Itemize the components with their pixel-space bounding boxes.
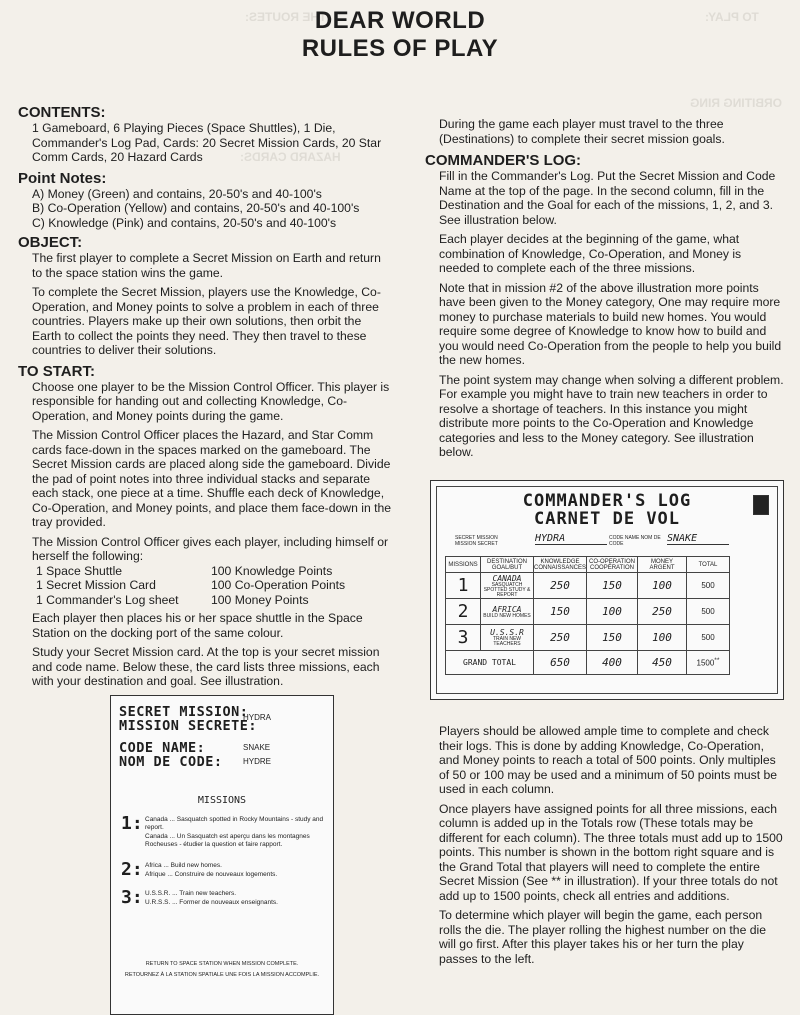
mission-text: Canada ... Sasquatch spotted in Rocky Mountains - study and report. <box>145 816 324 831</box>
knowledge-points: 250 <box>534 625 587 651</box>
log-paragraph: Each player decides at the beginning of the game, what combination of Knowledge, Co-Operation, and Money is needed to complete each of the three missions. <box>439 232 742 275</box>
mission-number: 2 <box>446 599 481 625</box>
to-start-heading: TO START: <box>18 362 95 380</box>
row-total: 500 <box>687 573 730 599</box>
knowledge-points: 250 <box>534 573 587 599</box>
money-points: 250 <box>638 599 687 625</box>
goal: BUILD NEW HOMES <box>483 612 531 619</box>
knowledge-points: 150 <box>534 599 587 625</box>
object-paragraph: To complete the Secret Mission, players use the Knowledge, Co-Operation, and Money points to solve a problem in each of three countries. Players make up their own solutions, then orbit the Earth to collect the points they need. They then travel to these countries to deliver their solutions. <box>32 285 381 357</box>
mission-number: 1: <box>121 813 143 834</box>
bleed-text: HAZARD CARDS: <box>240 150 341 164</box>
destination: CANADA <box>492 573 522 583</box>
column-header: DESTINATION GOAL/BUT <box>481 557 534 573</box>
column-header: CO-OPERATION COOPÉRATION <box>587 557 638 573</box>
grand-total-row <box>446 651 730 675</box>
destinations-paragraph: During the game each player must travel to the three (Destinations) to complete their secret mission goals. <box>439 117 725 146</box>
cooperation-points: 150 <box>587 625 638 651</box>
money-points: 100 <box>638 625 687 651</box>
kit-item: 100 Knowledge Points <box>211 563 333 578</box>
code-name-value: SNAKE <box>243 743 271 752</box>
point-notes-heading: Point Notes: <box>18 169 107 187</box>
object-paragraph: The first player to complete a Secret Mission on Earth and return to the space station wins the game. <box>32 251 381 280</box>
log-paragraph: Note that in mission #2 of the above illustration more points have been given to the Money category, One may require more money to purchase materials to build new homes. You would require some degree of Knowledge to know how to build and you would need Co-Operation from the people to help you build the new homes. <box>439 280 782 367</box>
secret-mission-value: HYDRA <box>535 533 607 545</box>
mission-text: U.S.S.R. ... Train new teachers. <box>145 890 237 897</box>
log-paragraph: The point system may change when solving a different problem. For example you might have to train new teachers in order to resolve a shortage of teachers. In this instance you might distribute more points to the Co-Operation and Knowledge categories and less to the Money category. See illustration below. <box>439 372 784 459</box>
start-order-paragraph: To determine which player will begin the game, each person rolls the die. The player rolling the highest number on the die will go first. After this player takes his or her turn the play passes to the left. <box>439 908 767 966</box>
grand-total-value: 1500 <box>696 658 715 668</box>
cooperation-points: 150 <box>587 573 638 599</box>
left-column <box>18 104 393 694</box>
contents-text: 1 Gameboard, 6 Playing Pieces (Space Shuttles), 1 Die, Commander's Log Pad, Cards: 20 Secret Mission Cards, 20 Star Comm Cards, 20 Hazard Cards <box>32 121 382 164</box>
totals-paragraph: Once players have assigned points for all three missions, each column is added up in the Totals row (These totals may be different for each column). The three totals must add up to 1500 points. This number is shown in the bottom right square and is the Grand Total that players will need to complete the entire Secret Mission (See ** in illustration). If your three totals do not add up to 1500 points, check all entries and additions. <box>439 801 783 903</box>
row-total: 500 <box>687 599 730 625</box>
grand-total-mark: ** <box>714 657 720 665</box>
column-header: KNOWLEDGE CONNAISSANCES <box>534 558 587 571</box>
code-name-value-fr: HYDRE <box>243 757 272 766</box>
log-title: COMMANDER'S LOG <box>522 491 692 511</box>
kit-item: 1 Secret Mission Card <box>36 578 156 592</box>
log-paragraph: Fill in the Commander's Log. Put the Secret Mission and Code Name at the top of the page. In the second column, fill in the Destination and the Goal for each of the missions, 1, 2, and 3. See illustration below. <box>439 169 776 227</box>
points-paragraph: Players should be allowed ample time to complete and check their logs. This is done by adding Knowledge, Co-Operation, and Money points to reach a total of 500 points. Only multiples of 50 or 100 may be used and a minimum of 50 points must be used in each column. <box>439 724 778 796</box>
column-header: MONEY ARGENT <box>638 557 687 573</box>
right-column-top <box>425 117 785 465</box>
mission-text-fr: Canada ... Un Sasquatch est aperçu dans les montagnes Rocheuses - étudier la question et faire rapport. <box>145 833 310 848</box>
secret-mission-card <box>110 695 334 1015</box>
point-note-item: C) Knowledge (Pink) and contains, 20-50's and 40-100's <box>32 215 337 230</box>
bleed-text: ORBITING RING <box>690 96 782 110</box>
right-column-bottom <box>425 724 785 971</box>
mission-number: 3 <box>446 625 481 651</box>
column-header: TOTAL <box>687 557 730 573</box>
code-name-value: SNAKE <box>667 533 729 545</box>
column-header: MISSIONS <box>446 557 481 573</box>
money-total: 450 <box>638 651 687 675</box>
card-footer-fr: RETOURNEZ À LA STATION SPATIALE UNE FOIS LA MISSION ACCOMPLIE. <box>124 972 320 978</box>
secret-mission-label: SECRET MISSION MISSION SECRET <box>455 535 498 547</box>
mission-value: HYDRA <box>243 713 272 722</box>
kit-item: 1 Commander's Log sheet <box>36 592 179 607</box>
page-subtitle: RULES OF PLAY <box>301 35 499 62</box>
object-heading: OBJECT: <box>18 234 83 251</box>
missions-heading: MISSIONS <box>197 795 247 806</box>
commanders-log-heading: COMMANDER'S LOG: <box>425 152 582 169</box>
goal: SASQUATCH SPOTTED STUDY & REPORT <box>483 581 531 598</box>
cooperation-total: 400 <box>587 651 638 675</box>
to-start-paragraph: Each player then places his or her space shuttle in the Space Station on the docking port of the same colour. <box>32 611 363 640</box>
mission-number: 3: <box>121 887 143 908</box>
to-start-paragraph: Study your Secret Mission card. At the top is your secret mission and code name. Below these, the card lists three missions, each with your destination and goal. See illustration. <box>32 645 380 688</box>
mission-number: 2: <box>121 859 143 880</box>
mission-title: SECRET MISSION: <box>119 704 249 720</box>
mission-text: Africa ... Build new homes. <box>145 862 222 869</box>
card-footer: RETURN TO SPACE STATION WHEN MISSION COMPLETE. <box>145 961 299 967</box>
code-name-label-fr: NOM DE CODE: <box>119 754 223 770</box>
kit-item: 1 Space Shuttle <box>36 563 123 578</box>
table-row <box>446 625 730 651</box>
cooperation-points: 100 <box>587 599 638 625</box>
point-note-item: A) Money (Green) and contains, 20-50's and 40-100's <box>32 186 322 201</box>
commanders-log-card <box>430 480 784 700</box>
goal: TRAIN NEW TEACHERS <box>492 636 522 647</box>
kit-item: 100 Co-Operation Points <box>211 578 346 592</box>
bleed-text: THE ROUTES: <box>245 10 327 24</box>
table-row <box>446 573 730 599</box>
log-frame <box>436 486 778 694</box>
code-name-label: CODE NAME NOM DE CODE <box>609 535 661 547</box>
money-points: 100 <box>638 573 687 599</box>
grand-total-label: GRAND TOTAL <box>446 651 534 675</box>
code-name-label: CODE NAME: <box>119 740 206 756</box>
row-total: 500 <box>687 625 730 651</box>
mission-text-fr: U.R.S.S. ... Former de nouveaux enseignants. <box>145 899 278 906</box>
mission-text-fr: Afrique ... Construire de nouveaux logements. <box>145 871 278 878</box>
page-title: DEAR WORLD <box>314 7 486 34</box>
logo-icon <box>753 495 769 515</box>
to-start-paragraph: Choose one player to be the Mission Control Officer. This player is responsible for handing out and collecting Knowledge, Co-Operation, and Money points during the game. <box>32 379 390 423</box>
knowledge-total: 650 <box>534 651 587 675</box>
kit-item: 100 Money Points <box>211 592 309 607</box>
destination: U.S.S.R <box>490 628 524 637</box>
to-start-paragraph: The Mission Control Officer places the Hazard, and Star Comm cards face-down in the spaces marked on the gameboard. The Secret Mission cards are placed along side the gameboard. Divide the pad of point notes into three individual stacks and separate each stack, one piece at a time. Shuffle each deck of Knowledge, Co-Operation, and Money points, and place them face-down in the tray provided. <box>32 428 392 529</box>
log-table <box>445 556 730 675</box>
point-note-item: B) Co-Operation (Yellow) and contains, 20-50's and 40-100's <box>32 201 360 215</box>
bleed-text: TO PLAY: <box>705 10 759 24</box>
mission-title-fr: MISSION SECRETE: <box>119 718 258 734</box>
contents-heading: CONTENTS: <box>18 104 106 121</box>
table-row <box>446 599 730 625</box>
log-title-fr: CARNET DE VOL <box>533 509 681 529</box>
destination: AFRICA <box>492 604 522 614</box>
to-start-paragraph: The Mission Control Officer gives each player, including himself or herself the following: <box>32 534 389 563</box>
starting-kit-list <box>18 564 393 608</box>
mission-number: 1 <box>446 573 481 599</box>
